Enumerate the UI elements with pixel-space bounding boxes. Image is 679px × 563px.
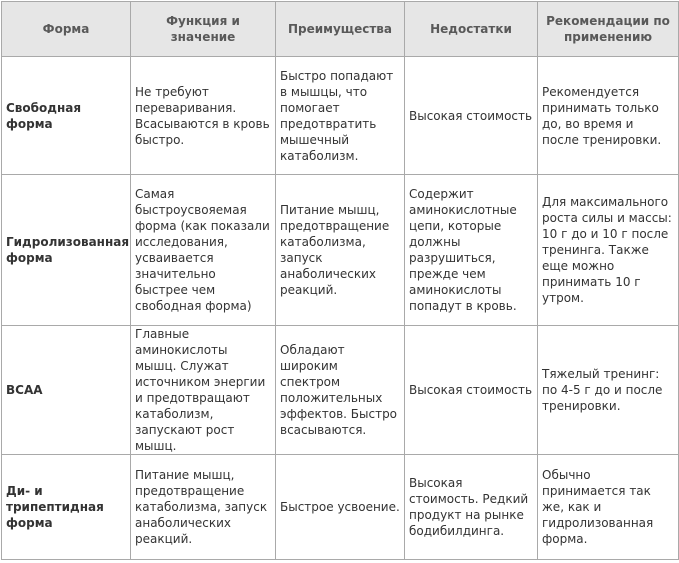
amino-acid-forms-table [1, 1, 679, 560]
cell-advantages: Питание мышц, предотвращение катаболизма, запуск анаболических реакций. [276, 175, 405, 326]
header-function: Функция и значение [131, 2, 276, 57]
cell-disadvantages: Высокая стоимость [405, 326, 538, 455]
cell-form: BCAA [2, 326, 131, 455]
cell-form: Гидролизованная форма [2, 175, 131, 326]
cell-recommendations: Для максимального роста силы и массы: 10 г до и 10 г после тренинга. Также еще можно принимать 10 г утром. [538, 175, 679, 326]
cell-recommendations: Тяжелый тренинг: по 4-5 г до и после тренировки. [538, 326, 679, 455]
table-row [2, 326, 679, 455]
table-row [2, 57, 679, 175]
table-row [2, 455, 679, 560]
cell-function: Питание мышц, предотвращение катаболизма, запуск анаболических реакций. [131, 455, 276, 560]
cell-disadvantages: Высокая стоимость. Редкий продукт на рынке бодибилдинга. [405, 455, 538, 560]
cell-recommendations: Рекомендуется принимать только до, во время и после тренировки. [538, 57, 679, 175]
table-header-row [2, 2, 679, 57]
header-recommendations: Рекомендации по применению [538, 2, 679, 57]
cell-advantages: Быстрое усвоение. [276, 455, 405, 560]
header-form: Форма [2, 2, 131, 57]
table-row [2, 175, 679, 326]
cell-disadvantages: Содержит аминокислотные цепи, которые должны разрушиться, прежде чем аминокислоты попадут в кровь. [405, 175, 538, 326]
header-disadvantages: Недостатки [405, 2, 538, 57]
cell-form: Свободная форма [2, 57, 131, 175]
cell-recommendations: Обычно принимается так же, как и гидролизованная форма. [538, 455, 679, 560]
cell-advantages: Обладают широким спектром положительных эффектов. Быстро всасываются. [276, 326, 405, 455]
cell-function: Не требуют переваривания. Всасываются в кровь быстро. [131, 57, 276, 175]
cell-form: Ди- и трипептидная форма [2, 455, 131, 560]
header-advantages: Преимущества [276, 2, 405, 57]
cell-function: Самая быстроусвояемая форма (как показали исследования, усваивается значительно быстрее чем свободная форма) [131, 175, 276, 326]
cell-advantages: Быстро попадают в мышцы, что помогает предотвратить мышечный катаболизм. [276, 57, 405, 175]
cell-disadvantages: Высокая стоимость [405, 57, 538, 175]
cell-function: Главные аминокислоты мышц. Служат источником энергии и предотвращают катаболизм, запускают рост мышц. [131, 326, 276, 455]
